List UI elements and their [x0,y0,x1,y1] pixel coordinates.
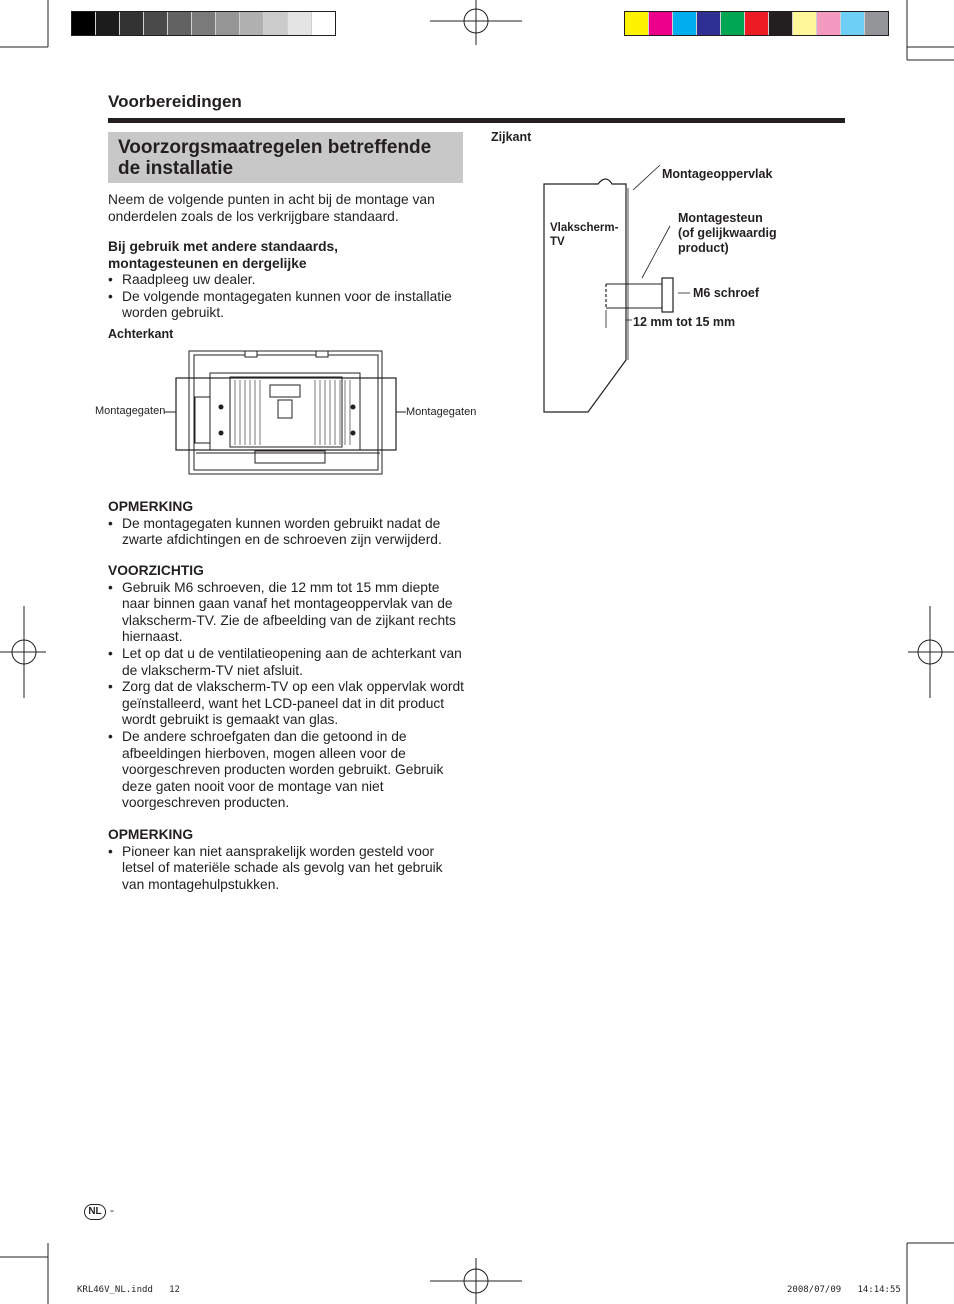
color-swatch [817,12,841,35]
color-swatch [144,12,168,35]
color-swatch [240,12,264,35]
note-1 [108,499,466,549]
list-item: • De montagegaten kunnen worden gebruikt nadat de zwarte afdichtingen en de schroeven zijn verwijderd. [108,516,466,549]
color-swatch [697,12,721,35]
rear-figure-caption: Achterkant [108,327,174,341]
list-item: • De volgende montagegaten kunnen voor de installatie worden gebruikt. [108,289,463,322]
depth-label: 12 mm tot 15 mm [633,315,736,329]
color-swatch [216,12,240,35]
mounting-surface-label: Montageoppervlak [662,167,773,181]
side-figure-caption: Zijkant [491,130,532,144]
intro-text: Neem de volgende punten in acht bij de montage van onderdelen zoals de los verkrijgbare standaard. [108,192,435,224]
color-swatch [192,12,216,35]
note-heading: OPMERKING [108,827,194,842]
color-swatch [649,12,673,35]
mounting-holes-label-right: Montagegaten [406,406,477,418]
mounting-holes-frame [176,378,396,450]
color-swatch [72,12,96,35]
color-swatch [312,12,335,35]
color-swatch [673,12,697,35]
other-stands-section [108,239,463,322]
color-bar [624,11,889,36]
footer-file: KRL46V_NL.indd 12 [77,1285,180,1295]
grayscale-bar [71,11,336,36]
color-swatch [625,12,649,35]
title-line-1: Voorzorgsmaatregelen betreffende [118,137,432,158]
color-swatch [745,12,769,35]
screw-label: M6 schroef [693,286,759,300]
color-swatch [168,12,192,35]
page-number: - [110,1203,114,1217]
caution-section [108,563,466,812]
list-item: • Let op dat u de ventilatieopening aan de achterkant van de vlakscherm-TV niet afsluit. [108,646,466,679]
page-title [118,137,458,179]
mounting-holes-label-left: Montagegaten [95,405,166,417]
tv-rear-outline [189,351,382,474]
color-swatch [841,12,865,35]
list-item: • De andere schroefgaten dan die getoond in de afbeeldingen hierboven, mogen alleen voor de voorgeschreven producten worden gebruikt. Gebruik deze gaten nooit voor de montage van niet voorgeschreven producten. [108,729,466,812]
list-item: • Pioneer kan niet aansprakelijk worden gesteld voor letsel of materiële schade als gevolg van het gebruik van montagehulpstukken. [108,844,466,894]
note-2 [108,827,466,893]
bracket-label [678,211,777,256]
color-swatch [793,12,817,35]
language-badge: NL [84,1204,106,1220]
color-swatch [288,12,312,35]
note-heading: OPMERKING [108,499,194,514]
flat-tv-label [550,221,618,249]
other-stands-heading: Bij gebruik met andere standaards, montagesteunen en dergelijke [108,239,339,271]
bracket-label-line-2: (of gelijkwaardig [678,226,777,240]
caution-heading: VOORZICHTIG [108,563,204,578]
flat-tv-label-line-2: TV [550,236,565,248]
color-swatch [96,12,120,35]
tv-side-outline [544,179,626,412]
flat-tv-label-line-1: Vlakscherm- [550,222,619,234]
bracket-label-line-3: product) [678,241,729,255]
color-swatch [120,12,144,35]
color-swatch [865,12,888,35]
bracket-label-line-1: Montagesteun [678,211,763,225]
color-swatch [264,12,288,35]
color-swatch [769,12,793,35]
header-rule [108,118,845,123]
section-header: Voorbereidingen [108,92,242,111]
list-item: • Raadpleeg uw dealer. [108,272,463,289]
title-line-2: de installatie [118,158,234,179]
footer-date: 2008/07/09 14:14:55 [787,1285,901,1295]
color-swatch [721,12,745,35]
list-item: • Gebruik M6 schroeven, die 12 mm tot 15 mm diepte naar binnen gaan vanaf het montageoppervlak van de vlakscherm-TV. Zie de afbeelding van de zijkant rechts hiernaast. [108,580,466,646]
list-item: • Zorg dat de vlakscherm-TV op een vlak oppervlak wordt geïnstalleerd, want het LCD-paneel dat in dit product wordt gebruikt is gemaakt van glas. [108,679,466,729]
